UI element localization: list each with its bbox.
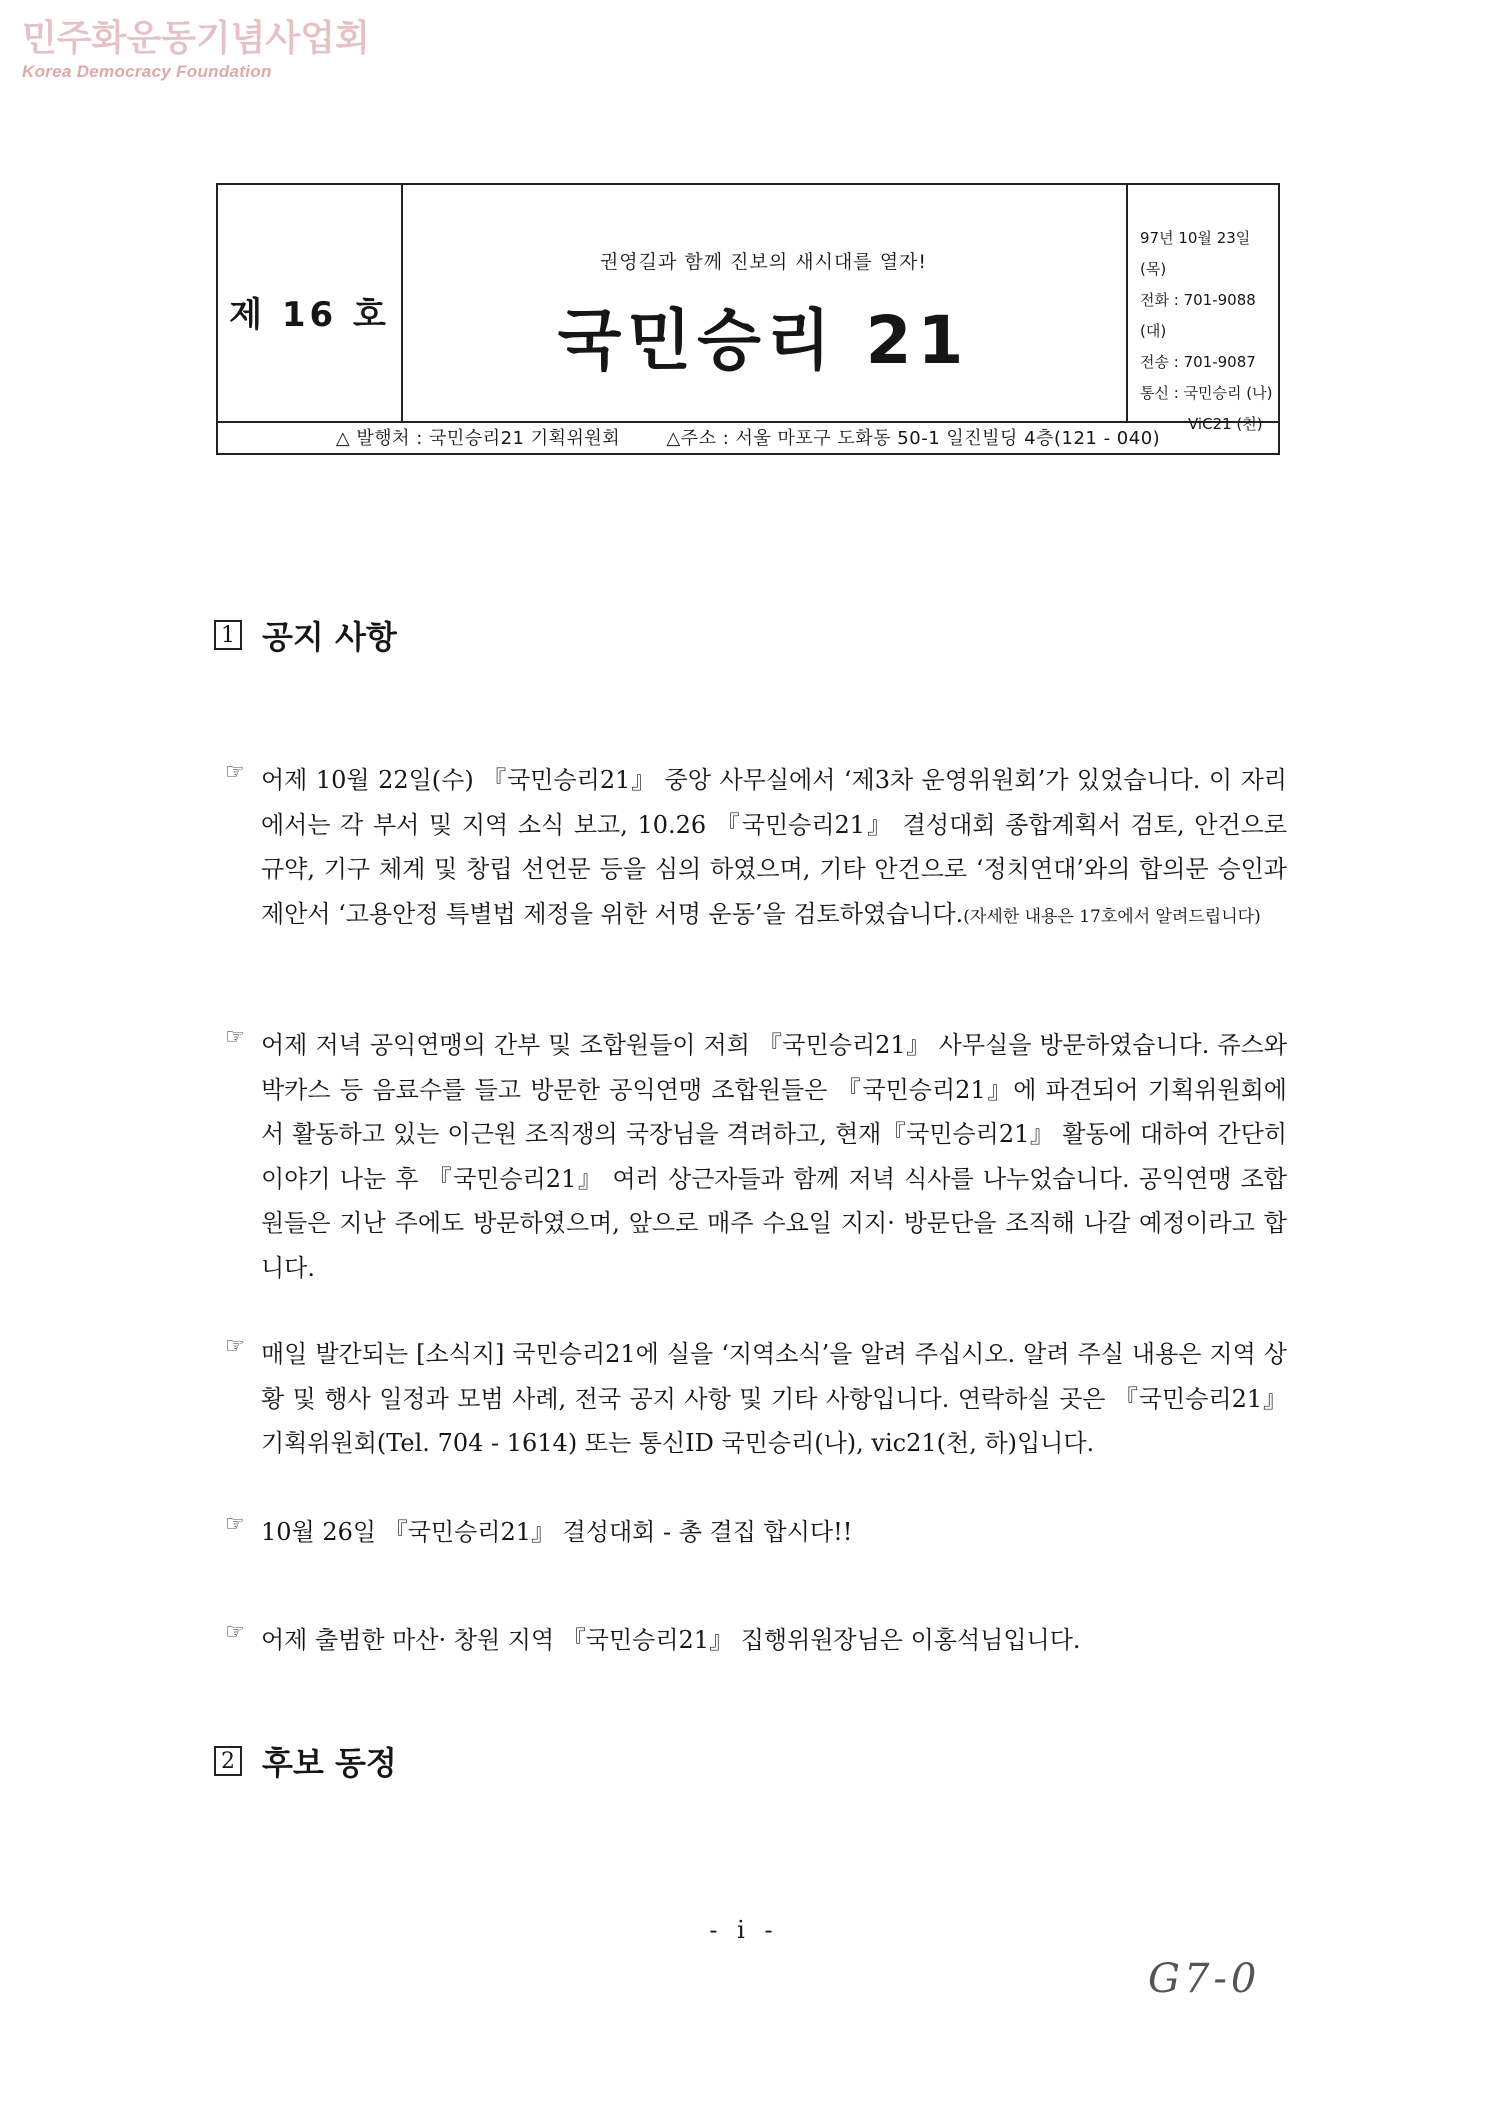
contact-info (1140, 223, 1278, 440)
pointing-hand-icon: ☞ (225, 1334, 245, 1359)
masthead-main-row (218, 185, 1278, 433)
pointing-hand-icon: ☞ (225, 1025, 245, 1050)
online-id-2: ViC21 (천) (1188, 415, 1263, 433)
section-number-box: 2 (214, 1746, 242, 1776)
publisher: △ 발행처 : 국민승리21 기획위원회 (335, 428, 621, 449)
notice-item-4 (225, 1510, 1287, 1555)
phone-number: 전화 : 701-9088 (대) (1140, 291, 1256, 340)
slogan: 권영길과 함께 진보의 새시대를 열자! (599, 251, 928, 273)
pointing-hand-icon: ☞ (225, 1512, 245, 1537)
page-number: - i - (709, 1916, 779, 1944)
address: △주소 : 서울 마포구 도화동 50-1 일진빌딩 4층(121 - 040) (666, 428, 1161, 449)
section-heading-candidate (214, 1738, 397, 1784)
notice-text: 매일 발간되는 [소식지] 국민승리21에 실을 ‘지역소식’을 알려 주십시오. 알려 주실 내용은 지역 상황 및 행사 일정과 모범 사례, 전국 공지 사항 및 기타 사항입니다. 연락하실 곳은 『국민승리21』 기획위원회(Tel. 704 - 1614) 또는 통신ID 국민승리(나), vic21(천, 하)입니다. (261, 1340, 1287, 1457)
notice-item-5 (225, 1618, 1287, 1663)
watermark-english: Korea Democracy Foundation (22, 62, 272, 81)
foundation-watermark (22, 18, 370, 82)
notice-text: 어제 출범한 마산· 창원 지역 『국민승리21』 집행위원장님은 이홍석님입니다. (261, 1626, 1081, 1654)
pointing-hand-icon: ☞ (225, 1620, 245, 1645)
watermark-korean: 민주화운동기념사업회 (22, 18, 370, 59)
fax-number: 전송 : 701-9087 (1140, 353, 1256, 371)
masthead (216, 183, 1280, 455)
section-title: 공지 사항 (262, 618, 397, 656)
online-id: 통신 : 국민승리 (나) (1140, 384, 1273, 402)
issue-date: 97년 10월 23일 (목) (1140, 229, 1251, 278)
notice-item-3 (225, 1332, 1287, 1466)
notice-item-1 (225, 758, 1287, 939)
masthead-footer (218, 423, 1278, 455)
masthead-title-cell (401, 185, 1128, 421)
section-number-box: 1 (214, 620, 242, 650)
pointing-hand-icon: ☞ (225, 760, 245, 785)
masthead-issue-cell (218, 185, 403, 421)
publication-title: 국민승리 21 (557, 302, 970, 379)
notice-body: 어제 10월 22일(수) 『국민승리21』 중앙 사무실에서 ‘제3차 운영위원회’가 있었습니다. 이 자리에서는 각 부서 및 지역 소식 보고, 10.26 『국민승리21』 결성대회 종합계획서 검토, 안건으로 규약, 기구 체계 및 창립 선언문 등을 심의 하였으며, 기타 안건으로 ‘정치연대’와의 합의문 승인과 제안서 ‘고용안정 특별법 제정을 위한 서명 운동’을 검토하였습니다. (261, 766, 1287, 928)
notice-text: 10월 26일 『국민승리21』 결성대회 - 총 결집 합시다!! (261, 1518, 853, 1546)
notice-note: (자세한 내용은 17호에서 알려드립니다) (963, 906, 1261, 927)
notice-text: 어제 저녁 공익연맹의 간부 및 조합원들이 저희 『국민승리21』 사무실을 방문하였습니다. 쥬스와 박카스 등 음료수를 들고 방문한 공익연맹 조합원들은 『국민승리21』에 파견되어 기획위원회에서 활동하고 있는 이근원 조직쟁의 국장님을 격려하고, 현재『국민승리21』 활동에 대하여 간단히 이야기 나눈 후 『국민승리21』 여러 상근자들과 함께 저녁 식사를 나누었습니다. 공익연맹 조합원들은 지난 주에도 방문하였으며, 앞으로 매주 수요일 지지· 방문단을 조직해 나갈 예정이라고 합니다. (261, 1031, 1287, 1282)
section-title: 후보 동정 (262, 1744, 397, 1782)
notice-item-2 (225, 1023, 1287, 1290)
archive-stamp: G7-0 (1148, 1956, 1261, 2002)
section-heading-notices (214, 612, 397, 658)
masthead-info-cell (1128, 185, 1278, 433)
issue-number: 제 16 호 (229, 295, 390, 335)
notice-text (261, 758, 1287, 939)
